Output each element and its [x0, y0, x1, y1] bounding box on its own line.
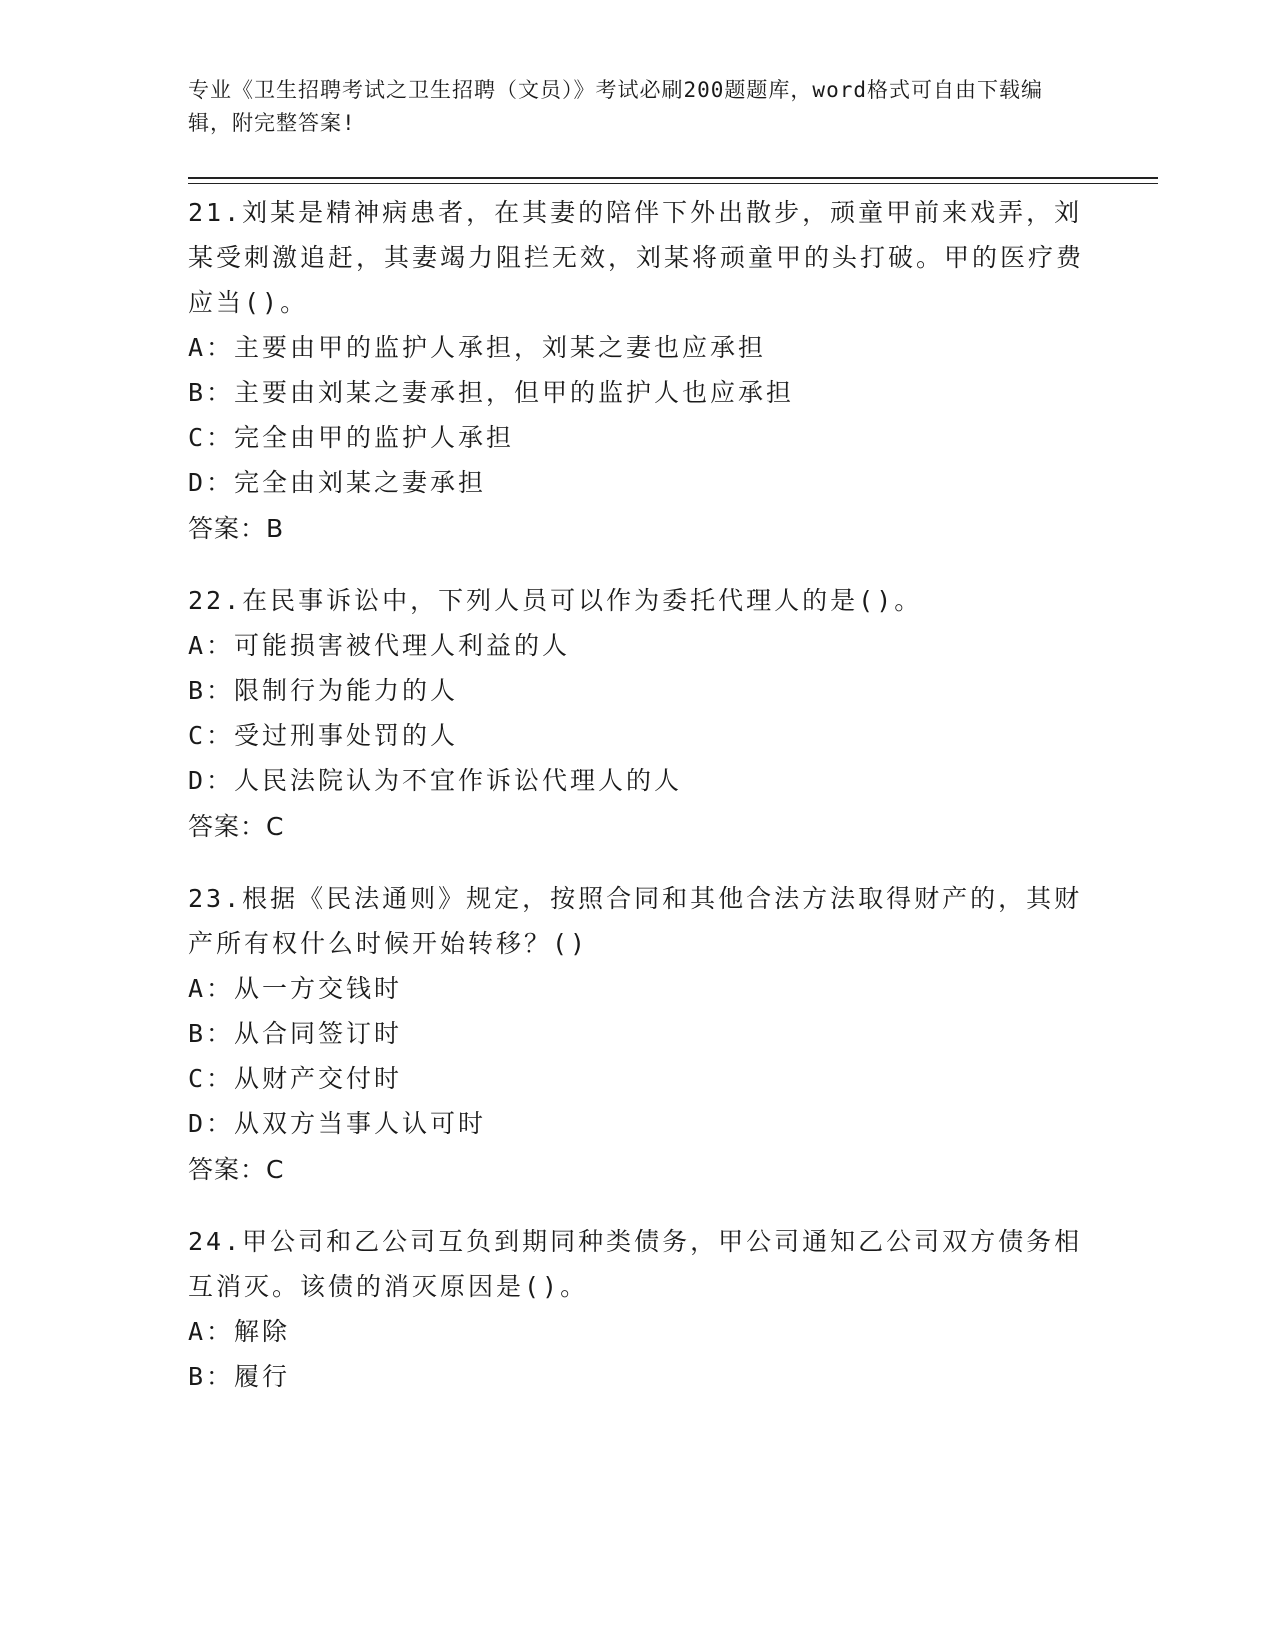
document-header: 专业《卫生招聘考试之卫生招聘（文员）》考试必刷200题题库，word格式可自由下载编辑，附完整答案! [188, 78, 1043, 135]
option-b: B：履行 [188, 1362, 291, 1391]
question-24 [188, 1219, 1088, 1399]
option-a: A：可能损害被代理人利益的人 [188, 631, 571, 660]
question-stem: 24.甲公司和乙公司互负到期同种类债务，甲公司通知乙公司双方债务相互消灭。该债的消灭原因是()。 [188, 1227, 1083, 1301]
question-21 [188, 190, 1088, 553]
option-c: C：受过刑事处罚的人 [188, 721, 459, 750]
option-d: D：从双方当事人认可时 [188, 1109, 487, 1138]
option-c: C：从财产交付时 [188, 1064, 403, 1093]
option-a: A：解除 [188, 1317, 291, 1346]
question-22 [188, 578, 1088, 851]
header-divider-thin [188, 183, 1158, 184]
option-d: D：人民法院认为不宜作诉讼代理人的人 [188, 766, 683, 795]
question-stem: 23.根据《民法通则》规定，按照合同和其他合法方法取得财产的，其财产所有权什么时候开始转移？() [188, 884, 1083, 958]
question-stem: 21.刘某是精神病患者，在其妻的陪伴下外出散步，顽童甲前来戏弄，刘某受刺激追赶，其妻竭力阻拦无效，刘某将顽童甲的头打破。甲的医疗费应当()。 [188, 198, 1085, 317]
header-divider-thick [188, 177, 1158, 179]
option-b: B：限制行为能力的人 [188, 676, 459, 705]
question-stem: 22.在民事诉讼中，下列人员可以作为委托代理人的是()。 [188, 586, 923, 615]
answer-line: 答案：C [188, 812, 285, 841]
option-d: D：完全由刘某之妻承担 [188, 468, 487, 497]
option-c: C：完全由甲的监护人承担 [188, 423, 515, 452]
option-a: A：从一方交钱时 [188, 974, 403, 1003]
option-a: A：主要由甲的监护人承担，刘某之妻也应承担 [188, 333, 767, 362]
answer-line: 答案：B [188, 514, 285, 543]
question-list [188, 190, 1088, 1424]
option-b: B：从合同签订时 [188, 1019, 403, 1048]
answer-line: 答案：C [188, 1155, 285, 1184]
question-23 [188, 876, 1088, 1194]
option-b: B：主要由刘某之妻承担，但甲的监护人也应承担 [188, 378, 795, 407]
